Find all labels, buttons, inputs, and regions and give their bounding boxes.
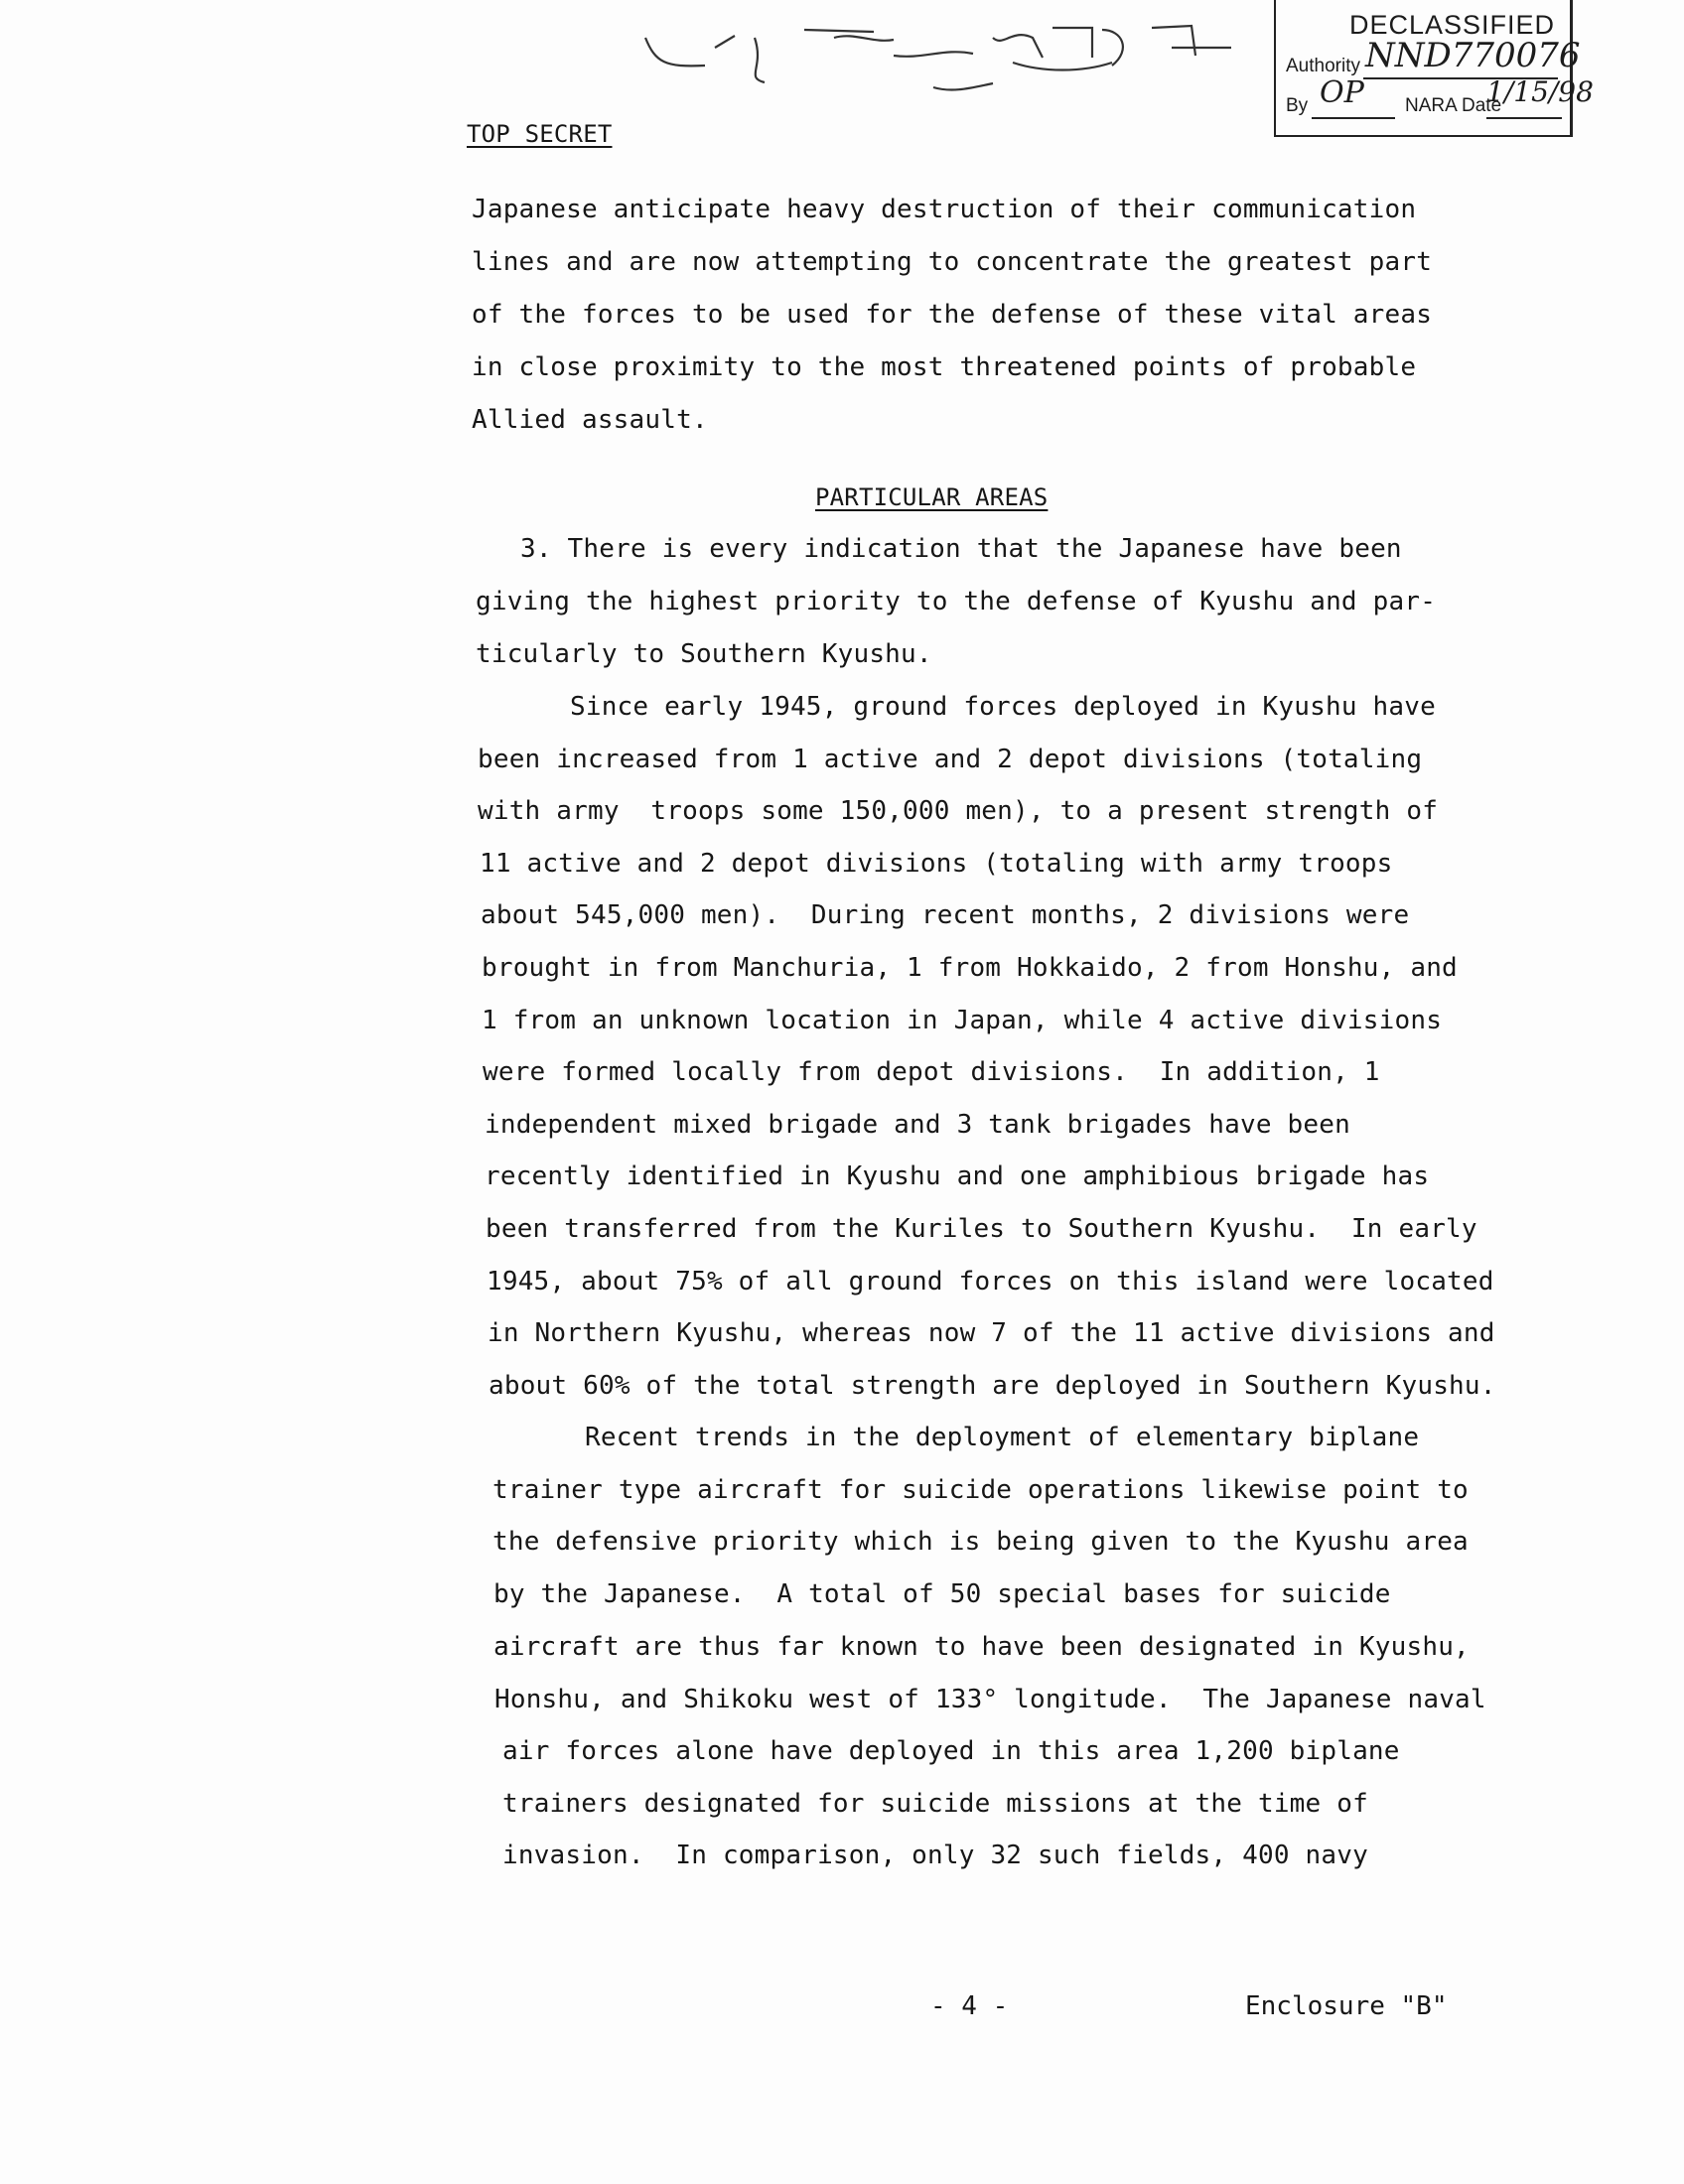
text-line: giving the highest priority to the defense of Kyushu and par- bbox=[476, 587, 1437, 616]
text-line: with army troops some 150,000 men), to a present strength of bbox=[478, 796, 1439, 826]
stamp-authority-label: Authority bbox=[1286, 56, 1360, 76]
text-line: Since early 1945, ground forces deployed in Kyushu have bbox=[570, 692, 1436, 722]
page-number: - 4 - bbox=[930, 1991, 1009, 2021]
text-line: lines and are now attempting to concentrate the greatest part bbox=[472, 247, 1433, 277]
stamp-nara-label: NARA Date bbox=[1405, 95, 1502, 116]
text-line: by the Japanese. A total of 50 special bases for suicide bbox=[493, 1579, 1391, 1609]
stamp-authority-value: NND770076 bbox=[1365, 36, 1581, 75]
text-line: in Northern Kyushu, whereas now 7 of the 11 active divisions and bbox=[488, 1318, 1495, 1348]
text-line: invasion. In comparison, only 32 such fields, 400 navy bbox=[502, 1841, 1368, 1870]
stamp-nara-value: 1/15/98 bbox=[1486, 75, 1594, 108]
enclosure-label: Enclosure "B" bbox=[1245, 1991, 1448, 2021]
section-heading: PARTICULAR AREAS bbox=[815, 483, 1049, 511]
text-line: trainer type aircraft for suicide operations likewise point to bbox=[492, 1475, 1469, 1505]
stamp-by-rule bbox=[1312, 117, 1395, 119]
text-line: aircraft are thus far known to have been designated in Kyushu, bbox=[493, 1632, 1470, 1662]
text-line: Honshu, and Shikoku west of 133° longitude. The Japanese naval bbox=[494, 1685, 1486, 1714]
text-line: been increased from 1 active and 2 depot divisions (totaling bbox=[478, 745, 1423, 774]
stamp-by-value: OP bbox=[1320, 75, 1364, 110]
text-line: Recent trends in the deployment of elementary biplane bbox=[585, 1423, 1420, 1452]
text-line: about 545,000 men). During recent months, 2 divisions were bbox=[481, 900, 1410, 930]
text-line: independent mixed brigade and 3 tank brigades have been bbox=[485, 1110, 1350, 1140]
text-line: Allied assault. bbox=[472, 405, 708, 435]
text-line: been transferred from the Kuriles to Southern Kyushu. In early bbox=[486, 1214, 1477, 1244]
classification-header: TOP SECRET bbox=[467, 120, 613, 148]
text-line: of the forces to be used for the defense of these vital areas bbox=[472, 300, 1433, 330]
text-line: were formed locally from depot divisions. In addition, 1 bbox=[483, 1057, 1380, 1087]
text-line: in close proximity to the most threatened points of probable bbox=[472, 352, 1417, 382]
text-line: trainers designated for suicide missions at the time of bbox=[502, 1789, 1368, 1819]
text-line: 1 from an unknown location in Japan, while 4 active divisions bbox=[482, 1006, 1443, 1035]
stamp-by-label: By bbox=[1286, 95, 1309, 116]
text-line: 3. There is every indication that the Japanese have been bbox=[520, 534, 1402, 564]
text-line: 1945, about 75% of all ground forces on this island were located bbox=[487, 1267, 1494, 1297]
text-line: air forces alone have deployed in this area 1,200 biplane bbox=[502, 1736, 1400, 1766]
stamp-title: DECLASSIFIED bbox=[1349, 10, 1556, 40]
declassified-stamp bbox=[1274, 0, 1594, 137]
stamp-nara-rule bbox=[1486, 117, 1562, 119]
text-line: the defensive priority which is being given to the Kyushu area bbox=[492, 1527, 1469, 1557]
text-line: ticularly to Southern Kyushu. bbox=[476, 639, 932, 669]
text-line: 11 active and 2 depot divisions (totaling with army troops bbox=[480, 849, 1393, 879]
text-line: Japanese anticipate heavy destruction of their communication bbox=[472, 195, 1417, 224]
text-line: brought in from Manchuria, 1 from Hokkaido, 2 from Honshu, and bbox=[482, 953, 1458, 983]
text-line: about 60% of the total strength are deployed in Southern Kyushu. bbox=[489, 1371, 1496, 1401]
handwritten-scribble bbox=[635, 8, 1251, 107]
text-line: recently identified in Kyushu and one amphibious brigade has bbox=[485, 1161, 1430, 1191]
